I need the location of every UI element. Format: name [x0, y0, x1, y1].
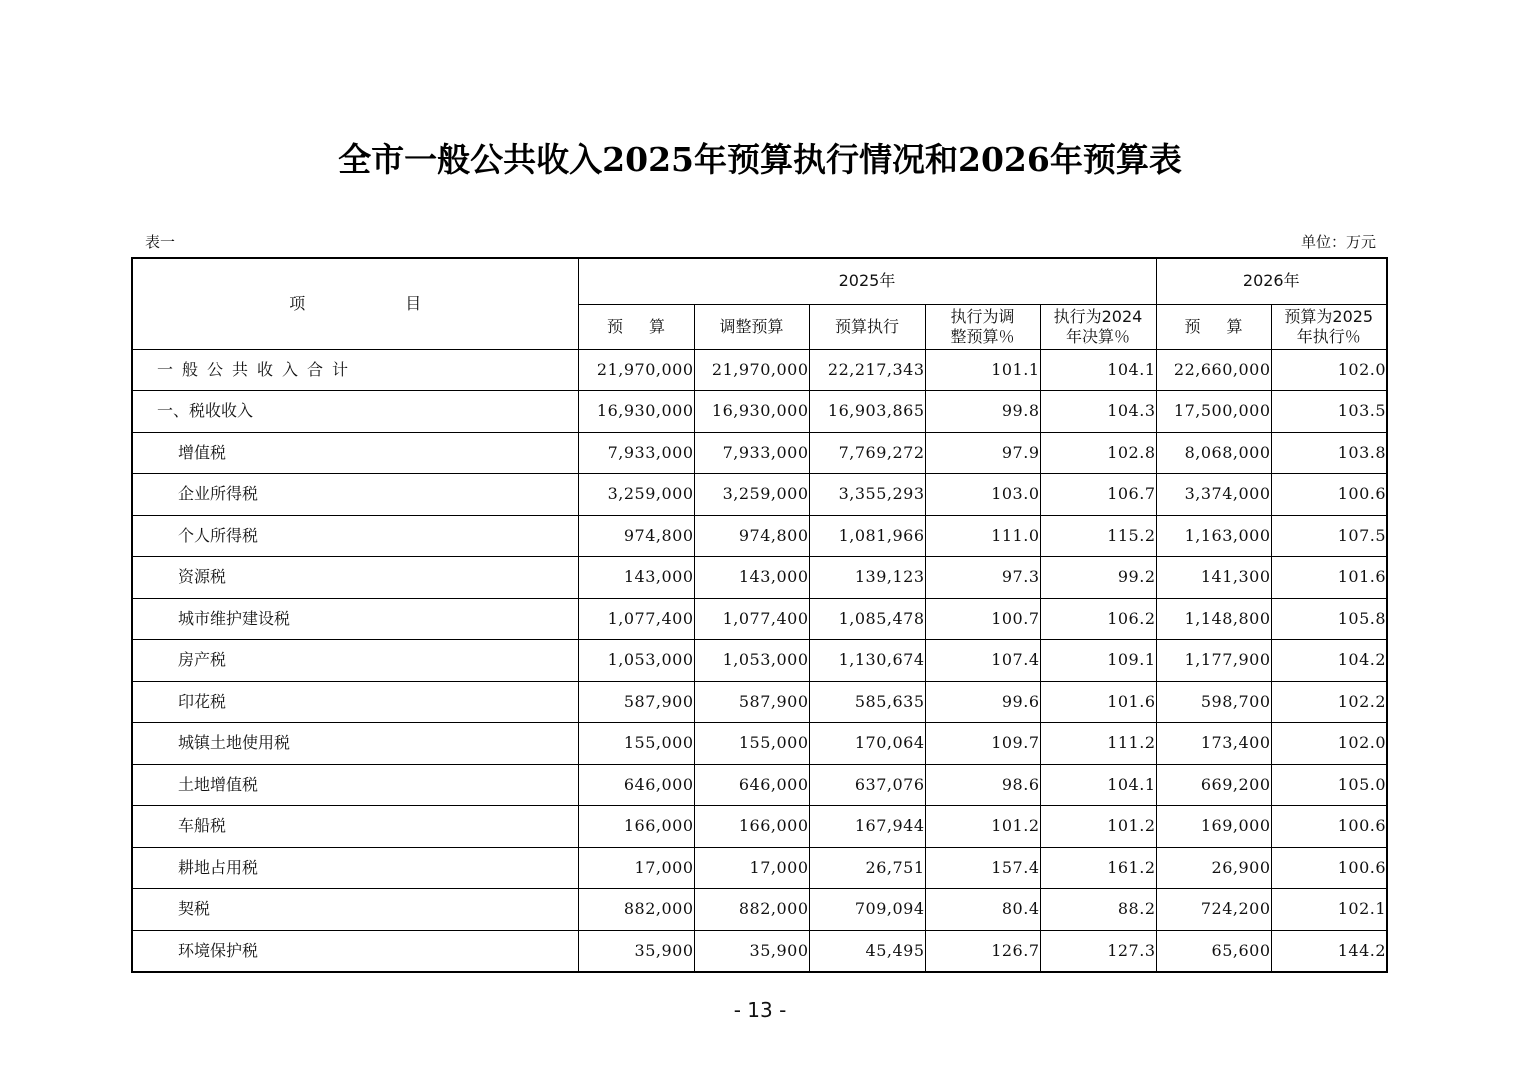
cell-adjusted-budget: 166,000	[694, 806, 809, 848]
cell-exec-vs-2024: 115.2	[1040, 515, 1156, 557]
cell-exec-vs-2024: 161.2	[1040, 847, 1156, 889]
header-budget-vs-2025	[1271, 304, 1387, 349]
cell-execution: 170,064	[809, 723, 925, 765]
cell-exec-vs-adjusted: 103.0	[925, 474, 1040, 516]
cell-budget-2025: 143,000	[578, 557, 694, 599]
cell-budget-2025: 17,000	[578, 847, 694, 889]
header-budget-2026	[1156, 304, 1271, 349]
cell-execution: 637,076	[809, 764, 925, 806]
cell-exec-vs-2024: 106.2	[1040, 598, 1156, 640]
cell-budget-vs-2025: 105.8	[1271, 598, 1387, 640]
cell-budget-2026: 22,660,000	[1156, 349, 1271, 391]
cell-budget-vs-2025: 102.0	[1271, 349, 1387, 391]
cell-execution: 3,355,293	[809, 474, 925, 516]
cell-adjusted-budget: 16,930,000	[694, 391, 809, 433]
cell-budget-2026: 724,200	[1156, 889, 1271, 931]
header-exec-vs-2024-line1: 执行为2024	[1053, 306, 1143, 326]
cell-exec-vs-2024: 101.2	[1040, 806, 1156, 848]
header-item-right: 目	[405, 293, 422, 313]
cell-exec-vs-adjusted: 98.6	[925, 764, 1040, 806]
cell-budget-2025: 646,000	[578, 764, 694, 806]
header-item-left: 项	[289, 293, 306, 313]
row-name: 资源税	[132, 557, 578, 599]
cell-budget-vs-2025: 105.0	[1271, 764, 1387, 806]
header-row-years	[132, 258, 1387, 304]
cell-adjusted-budget: 17,000	[694, 847, 809, 889]
cell-adjusted-budget: 1,053,000	[694, 640, 809, 682]
cell-exec-vs-2024: 111.2	[1040, 723, 1156, 765]
header-budget-2026-char1: 预	[1184, 316, 1201, 336]
cell-budget-2026: 669,200	[1156, 764, 1271, 806]
table-row	[132, 557, 1387, 599]
table-row	[132, 598, 1387, 640]
table-row	[132, 930, 1387, 972]
cell-budget-2026: 141,300	[1156, 557, 1271, 599]
cell-budget-2025: 166,000	[578, 806, 694, 848]
row-name: 个人所得税	[132, 515, 578, 557]
table-row	[132, 889, 1387, 931]
cell-budget-2026: 598,700	[1156, 681, 1271, 723]
cell-exec-vs-2024: 99.2	[1040, 557, 1156, 599]
cell-adjusted-budget: 7,933,000	[694, 432, 809, 474]
cell-budget-2025: 155,000	[578, 723, 694, 765]
cell-exec-vs-adjusted: 126.7	[925, 930, 1040, 972]
header-item	[132, 258, 578, 349]
table-body	[132, 349, 1387, 972]
row-name: 企业所得税	[132, 474, 578, 516]
cell-exec-vs-adjusted: 101.2	[925, 806, 1040, 848]
row-name: 城市维护建设税	[132, 598, 578, 640]
cell-budget-2025: 587,900	[578, 681, 694, 723]
cell-exec-vs-2024: 101.6	[1040, 681, 1156, 723]
cell-budget-2026: 8,068,000	[1156, 432, 1271, 474]
table-row	[132, 640, 1387, 682]
cell-adjusted-budget: 974,800	[694, 515, 809, 557]
cell-adjusted-budget: 646,000	[694, 764, 809, 806]
header-exec-vs-adjusted-line2: 整预算％	[950, 326, 1015, 346]
cell-execution: 45,495	[809, 930, 925, 972]
cell-budget-vs-2025: 100.6	[1271, 847, 1387, 889]
row-name: 车船税	[132, 806, 578, 848]
cell-execution: 585,635	[809, 681, 925, 723]
header-exec-vs-2024	[1040, 304, 1156, 349]
cell-exec-vs-2024: 106.7	[1040, 474, 1156, 516]
cell-execution: 22,217,343	[809, 349, 925, 391]
row-name: 环境保护税	[132, 930, 578, 972]
row-name: 城镇土地使用税	[132, 723, 578, 765]
cell-exec-vs-adjusted: 100.7	[925, 598, 1040, 640]
cell-budget-2026: 1,177,900	[1156, 640, 1271, 682]
cell-budget-2025: 3,259,000	[578, 474, 694, 516]
document-title: 全市一般公共收入2025年预算执行情况和2026年预算表	[338, 140, 1182, 179]
cell-execution: 26,751	[809, 847, 925, 889]
cell-exec-vs-adjusted: 97.9	[925, 432, 1040, 474]
cell-budget-vs-2025: 100.6	[1271, 474, 1387, 516]
row-name: 土地增值税	[132, 764, 578, 806]
table-row	[132, 847, 1387, 889]
header-year-2025: 2025年	[578, 258, 1156, 304]
cell-budget-vs-2025: 102.2	[1271, 681, 1387, 723]
cell-exec-vs-adjusted: 101.1	[925, 349, 1040, 391]
header-budget-2025-char2: 算	[649, 316, 666, 336]
cell-budget-2025: 974,800	[578, 515, 694, 557]
header-budget-2026-char2: 算	[1226, 316, 1243, 336]
cell-execution: 1,081,966	[809, 515, 925, 557]
cell-budget-2025: 21,970,000	[578, 349, 694, 391]
budget-table	[131, 257, 1388, 973]
cell-budget-vs-2025: 102.0	[1271, 723, 1387, 765]
cell-budget-2025: 7,933,000	[578, 432, 694, 474]
header-budget-2025-char1: 预	[606, 316, 623, 336]
cell-budget-2026: 3,374,000	[1156, 474, 1271, 516]
cell-execution: 139,123	[809, 557, 925, 599]
cell-execution: 167,944	[809, 806, 925, 848]
cell-exec-vs-adjusted: 80.4	[925, 889, 1040, 931]
row-name: 增值税	[132, 432, 578, 474]
cell-adjusted-budget: 3,259,000	[694, 474, 809, 516]
cell-exec-vs-adjusted: 99.8	[925, 391, 1040, 433]
row-name: 耕地占用税	[132, 847, 578, 889]
cell-budget-vs-2025: 102.1	[1271, 889, 1387, 931]
header-adjusted-budget: 调整预算	[694, 304, 809, 349]
header-execution: 预算执行	[809, 304, 925, 349]
table-row	[132, 515, 1387, 557]
table-row	[132, 764, 1387, 806]
cell-adjusted-budget: 155,000	[694, 723, 809, 765]
table-label: 表一	[145, 233, 176, 251]
page-number: - 13 -	[733, 998, 787, 1022]
cell-budget-2026: 169,000	[1156, 806, 1271, 848]
cell-budget-2026: 26,900	[1156, 847, 1271, 889]
header-exec-vs-2024-line2: 年决算％	[1065, 326, 1130, 346]
cell-adjusted-budget: 21,970,000	[694, 349, 809, 391]
cell-budget-2026: 173,400	[1156, 723, 1271, 765]
header-budget-vs-2025-line1: 预算为2025	[1284, 306, 1374, 326]
cell-budget-vs-2025: 103.8	[1271, 432, 1387, 474]
row-name: 房产税	[132, 640, 578, 682]
cell-budget-2025: 35,900	[578, 930, 694, 972]
header-year-2026: 2026年	[1156, 258, 1387, 304]
cell-adjusted-budget: 1,077,400	[694, 598, 809, 640]
cell-execution: 16,903,865	[809, 391, 925, 433]
cell-exec-vs-2024: 88.2	[1040, 889, 1156, 931]
cell-exec-vs-adjusted: 157.4	[925, 847, 1040, 889]
cell-exec-vs-adjusted: 109.7	[925, 723, 1040, 765]
header-exec-vs-adjusted-line1: 执行为调	[950, 306, 1015, 326]
table-row	[132, 723, 1387, 765]
cell-budget-2025: 1,077,400	[578, 598, 694, 640]
cell-exec-vs-2024: 109.1	[1040, 640, 1156, 682]
cell-budget-vs-2025: 103.5	[1271, 391, 1387, 433]
cell-budget-2025: 882,000	[578, 889, 694, 931]
cell-budget-2025: 16,930,000	[578, 391, 694, 433]
row-name: 印花税	[132, 681, 578, 723]
cell-budget-2025: 1,053,000	[578, 640, 694, 682]
cell-adjusted-budget: 35,900	[694, 930, 809, 972]
cell-exec-vs-2024: 102.8	[1040, 432, 1156, 474]
cell-budget-2026: 17,500,000	[1156, 391, 1271, 433]
cell-budget-2026: 1,163,000	[1156, 515, 1271, 557]
cell-exec-vs-adjusted: 107.4	[925, 640, 1040, 682]
cell-exec-vs-adjusted: 111.0	[925, 515, 1040, 557]
cell-adjusted-budget: 587,900	[694, 681, 809, 723]
table-row-total	[132, 349, 1387, 391]
table-row-tax-revenue	[132, 391, 1387, 433]
cell-execution: 709,094	[809, 889, 925, 931]
row-name: 一、税收收入	[132, 391, 578, 433]
unit-label: 单位：万元	[1300, 233, 1376, 251]
cell-budget-vs-2025: 101.6	[1271, 557, 1387, 599]
cell-exec-vs-adjusted: 99.6	[925, 681, 1040, 723]
cell-budget-2026: 65,600	[1156, 930, 1271, 972]
cell-exec-vs-2024: 104.3	[1040, 391, 1156, 433]
cell-budget-vs-2025: 144.2	[1271, 930, 1387, 972]
cell-execution: 1,085,478	[809, 598, 925, 640]
header-budget-2025	[578, 304, 694, 349]
table-row	[132, 432, 1387, 474]
header-budget-vs-2025-line2: 年执行％	[1296, 326, 1361, 346]
cell-execution: 7,769,272	[809, 432, 925, 474]
cell-adjusted-budget: 143,000	[694, 557, 809, 599]
row-name: 一般公共收入合计	[132, 349, 578, 391]
table-row	[132, 806, 1387, 848]
cell-exec-vs-2024: 104.1	[1040, 764, 1156, 806]
cell-exec-vs-adjusted: 97.3	[925, 557, 1040, 599]
row-name: 契税	[132, 889, 578, 931]
cell-exec-vs-2024: 127.3	[1040, 930, 1156, 972]
table-row	[132, 474, 1387, 516]
cell-budget-vs-2025: 104.2	[1271, 640, 1387, 682]
cell-budget-vs-2025: 100.6	[1271, 806, 1387, 848]
cell-execution: 1,130,674	[809, 640, 925, 682]
table-row	[132, 681, 1387, 723]
cell-budget-vs-2025: 107.5	[1271, 515, 1387, 557]
header-exec-vs-adjusted	[925, 304, 1040, 349]
cell-budget-2026: 1,148,800	[1156, 598, 1271, 640]
cell-exec-vs-2024: 104.1	[1040, 349, 1156, 391]
cell-adjusted-budget: 882,000	[694, 889, 809, 931]
